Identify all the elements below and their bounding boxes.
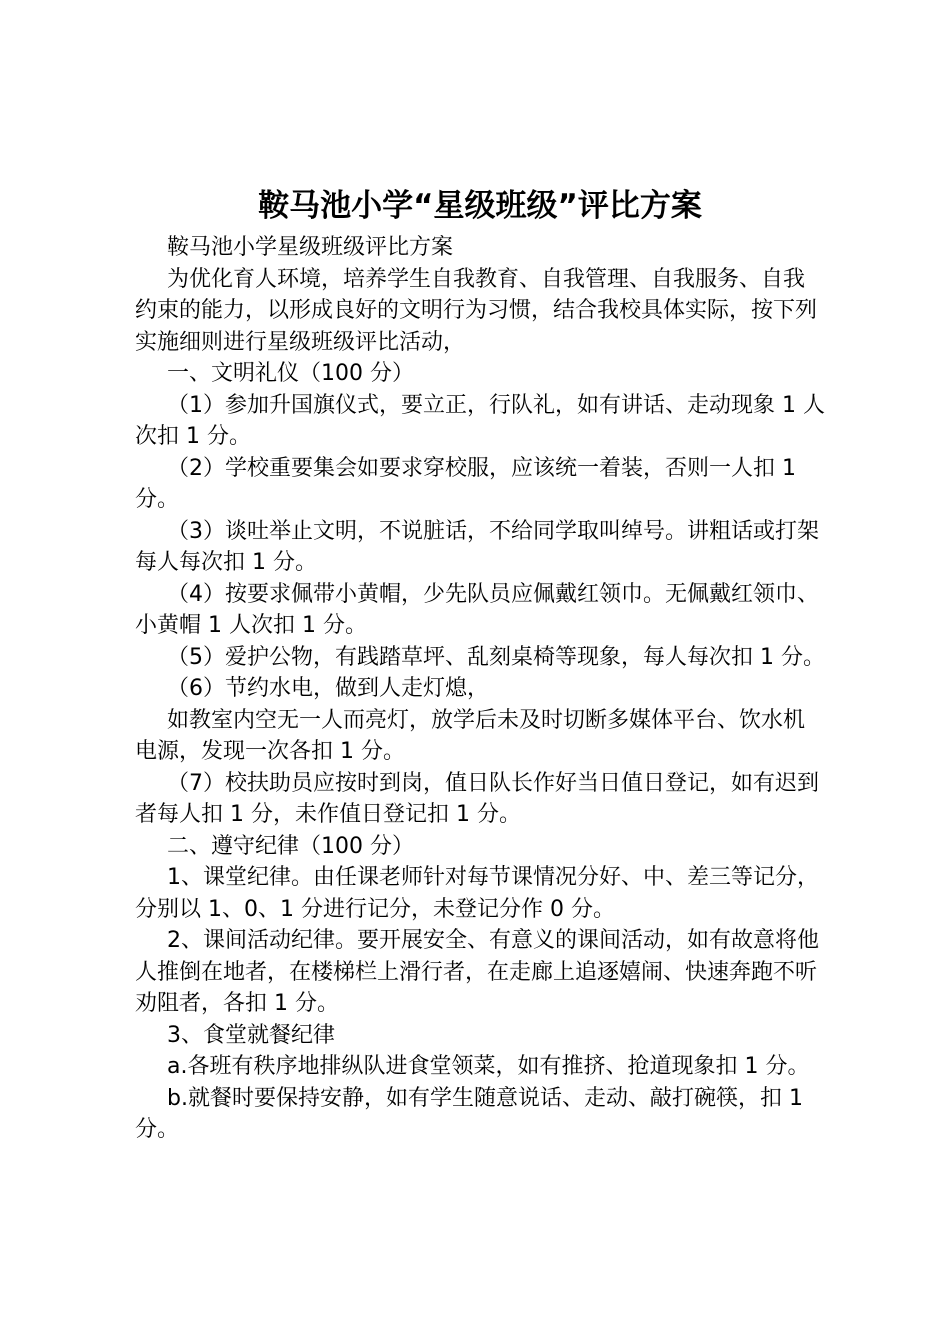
body-paragraph: （6）节约水电，做到人走灯熄， — [167, 676, 489, 701]
section-heading: 二、遵守纪律（100 分） — [167, 833, 414, 859]
body-paragraph: （5）爱护公物，有践踏草坪、乱刻桌椅等现象，每人每次扣 1 分。 — [167, 644, 825, 670]
body-paragraph: 为优化育人环境，培养学生自我教育、自我管理、自我服务、自我约束的能力，以形成良好的文明行为习惯，结合我校具体实际，按下列实施细则进行星级班级评比活动， — [135, 266, 818, 355]
body-paragraph: （1）参加升国旗仪式，要立正，行队礼，如有讲话、走动现象 1 人次扣 1 分。 — [135, 392, 825, 449]
body-paragraph: （4）按要求佩带小黄帽，少先队员应佩戴红领巾。无佩戴红领巾、小黄帽 1 人次扣 1 分。 — [135, 581, 819, 638]
document-title: 鞍马池小学“星级班级”评比方案 — [258, 188, 702, 224]
document-body — [135, 232, 825, 1146]
section-heading: 一、文明礼仪（100 分） — [167, 361, 414, 386]
body-paragraph: （2）学校重要集会如要求穿校服，应该统一着装，否则一人扣 1 分。 — [135, 455, 803, 512]
body-paragraph: （3）谈吐举止文明，不说脏话，不给同学取叫绰号。讲粗话或打架每人每次扣 1 分。 — [135, 518, 819, 575]
body-paragraph: 如教室内空无一人而亮灯，放学后未及时切断多媒体平台、饮水机电源，发现一次各扣 1 分。 — [135, 707, 806, 764]
body-paragraph: a.各班有秩序地排纵队进食堂领菜，如有推挤、抢道现象扣 1 分。 — [167, 1054, 810, 1079]
document-page — [135, 180, 825, 1146]
body-paragraph: b.就餐时要保持安静，如有学生随意说话、走动、敲打碗筷，扣 1 分。 — [135, 1085, 810, 1142]
body-paragraph: 3、食堂就餐纪律 — [167, 1022, 335, 1048]
body-paragraph: 鞍马池小学星级班级评比方案 — [167, 235, 454, 260]
body-paragraph: 1、课堂纪律。由任课老师针对每节课情况分好、中、差三等记分，分别以 1、0、1 分进行记分，未登记分作 0 分。 — [135, 865, 819, 922]
body-paragraph: 2、课间活动纪律。要开展安全、有意义的课间活动，如有故意将他人推倒在地者，在楼梯栏上滑行者，在走廊上追逐嬉闹、快速奔跑不听劝阻者，各扣 1 分。 — [135, 928, 819, 1016]
body-paragraph: （7）校扶助员应按时到岗，值日队长作好当日值日登记，如有迟到者每人扣 1 分，未作值日登记扣 1 分。 — [135, 770, 819, 827]
